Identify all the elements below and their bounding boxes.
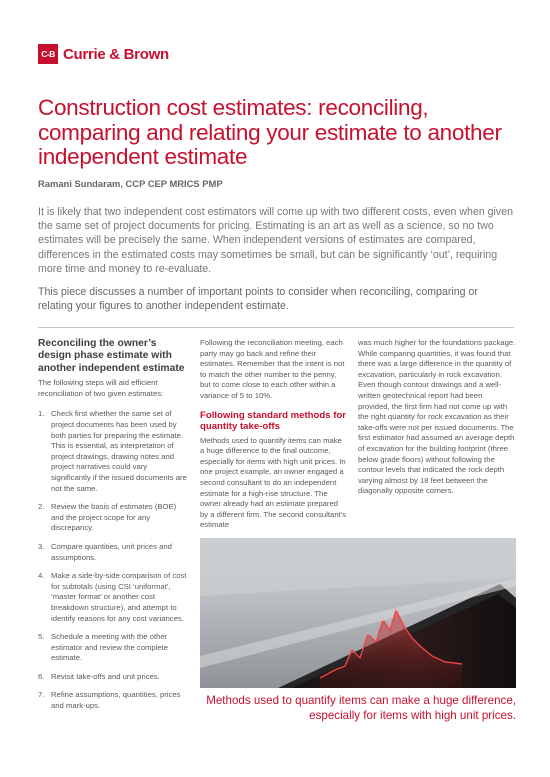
list-text: Compare quantities, unit prices and assumptions. — [51, 541, 172, 562]
list-number: 1. — [38, 409, 45, 419]
intro-paragraph-1: It is likely that two independent cost estimators will come up with two different costs, even when given the same set of project documents for pricing. Estimating is an art as well as a science, so no two estimates will be precisely the same. When independent versions of estimates are compared, differences in the estimated costs may sometimes be small, but can be significantly ‘out’, requiring more time and money to re-evaluate. — [38, 206, 513, 275]
page-title: Construction cost estimates: reconciling, comparing and relating your estimate to another independent estimate — [38, 95, 502, 169]
logo-mark: C-B — [38, 44, 58, 64]
author-byline: Ramani Sundaram, CCP CEP MRICS PMP — [38, 178, 223, 189]
list-item — [38, 632, 188, 664]
column-2-paragraph-1: Following the reconciliation meeting, each party may go back and refine their estimates. Remember that the intent is not to match the other number to the penny, but to come close to each other within a variance of 5 to 10%. — [200, 338, 345, 400]
column-2 — [200, 338, 348, 531]
list-number: 7. — [38, 690, 45, 700]
list-item — [38, 502, 188, 534]
section-heading-standard-methods: Following standard methods for quantity take-offs — [200, 409, 347, 432]
list-number: 3. — [38, 541, 45, 551]
list-item — [38, 690, 188, 711]
column-3-paragraph-1: was much higher for the foundations package. While comparing quantities, it was found that there was a large difference in the quantity of excavation, particularly in rock excavation. Even though contour drawings and a well-written geotechnical report had been provided, the first firm had not come up with the right quantity for rock excavation as their take-offs were not per issued documents. The first estimator had assumed an average depth of excavation for the building footprint (three below grade floors) without following the contour levels that indicated the rock depth varying almost by 18 feet between the diagonally opposite corners. — [358, 338, 516, 496]
section-heading-reconciling: Reconciling the owner’s design phase estimate with another independent estimate — [38, 338, 185, 374]
list-number: 6. — [38, 671, 45, 681]
list-number: 4. — [38, 571, 45, 581]
pull-quote: Methods used to quantify items can make a huge difference, especially for items with high unit prices. — [206, 694, 516, 722]
section-divider — [38, 327, 514, 328]
intro-paragraph-2: This piece discusses a number of important points to consider when reconciling, comparing or relating your figures to another independent estimate. — [38, 286, 478, 313]
list-text: Check first whether the same set of project documents has been used by both parties for preparing the estimate. This is essential, as interpretation of project drawings, drawing notes and project narratives could vary significantly if the issued documents are not the same. — [51, 409, 187, 493]
list-text: Make a side-by-side comparison of cost for subtotals (using CSI ‘uniformat’, ‘master format’ or another cost breakdown structure), and attempt to identify reasons for any cost variances. — [51, 571, 187, 623]
list-item — [38, 409, 188, 494]
tablet-stock-chart-photo — [200, 538, 516, 688]
list-text: Schedule a meeting with the other estimator and review the complete estimate. — [51, 632, 169, 663]
list-text: Refine assumptions, quantities, prices and mark-ups. — [51, 690, 181, 711]
list-item — [38, 571, 188, 624]
list-item — [38, 542, 188, 563]
list-text: Review the basis of estimates (BOE) and the project scope for any discrepancy. — [51, 502, 177, 533]
column-3 — [358, 338, 516, 497]
steps-lead: The following steps will aid efficient reconciliation of two given estimates: — [38, 378, 164, 398]
list-item — [38, 672, 188, 683]
logo-wordmark: Currie & Brown — [63, 45, 169, 63]
list-text: Revisit take-offs and unit prices. — [51, 671, 160, 681]
tablet-illustration — [200, 538, 516, 688]
logo — [38, 44, 169, 64]
column-2-paragraph-2: Methods used to quantify items can make a huge difference to the final outcome, especially for items with high unit prices. In one project example, an owner engaged a second consultant to do an independent estimate for a high-rise structure. The owner already had an estimate prepared by a different firm. The second consultant’s estimate — [200, 435, 347, 530]
steps-list — [38, 409, 188, 711]
column-1 — [38, 338, 188, 720]
list-number: 2. — [38, 502, 45, 512]
list-number: 5. — [38, 632, 45, 642]
